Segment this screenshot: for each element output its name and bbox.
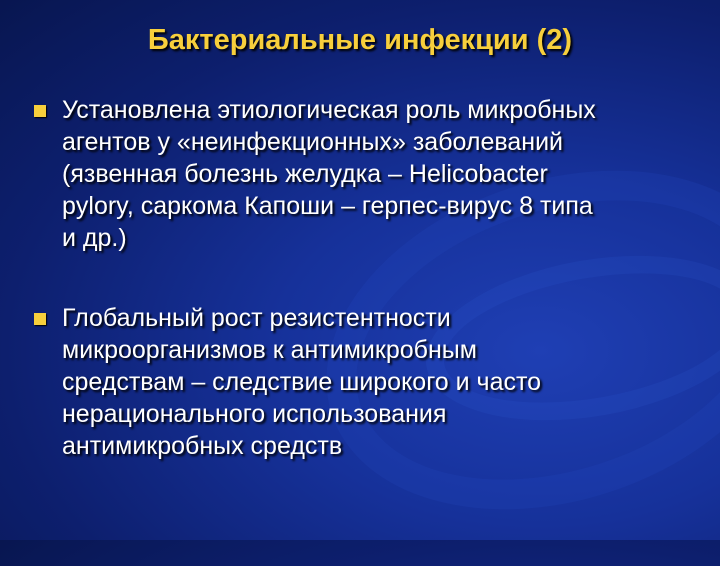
slide-title: Бактериальные инфекции (2)	[147, 24, 573, 56]
bullet-list	[34, 94, 694, 510]
bullet-item	[34, 94, 694, 254]
bullet-text: Глобальный рост резистентности микроорганизмов к антимикробным средствам – следствие широкого и часто нерационального использования антимикробных средств	[62, 304, 542, 460]
bullet-text: Установлена этиологическая роль микробных агентов у «неинфекционных» заболеваний (язвенная болезнь желудка – Helicobacter pylory, саркома Капоши – герпес-вирус 8 типа и др.)	[62, 96, 596, 252]
bullet-square-icon	[34, 313, 46, 325]
bullet-square-icon	[34, 105, 46, 117]
bullet-item	[34, 302, 694, 462]
